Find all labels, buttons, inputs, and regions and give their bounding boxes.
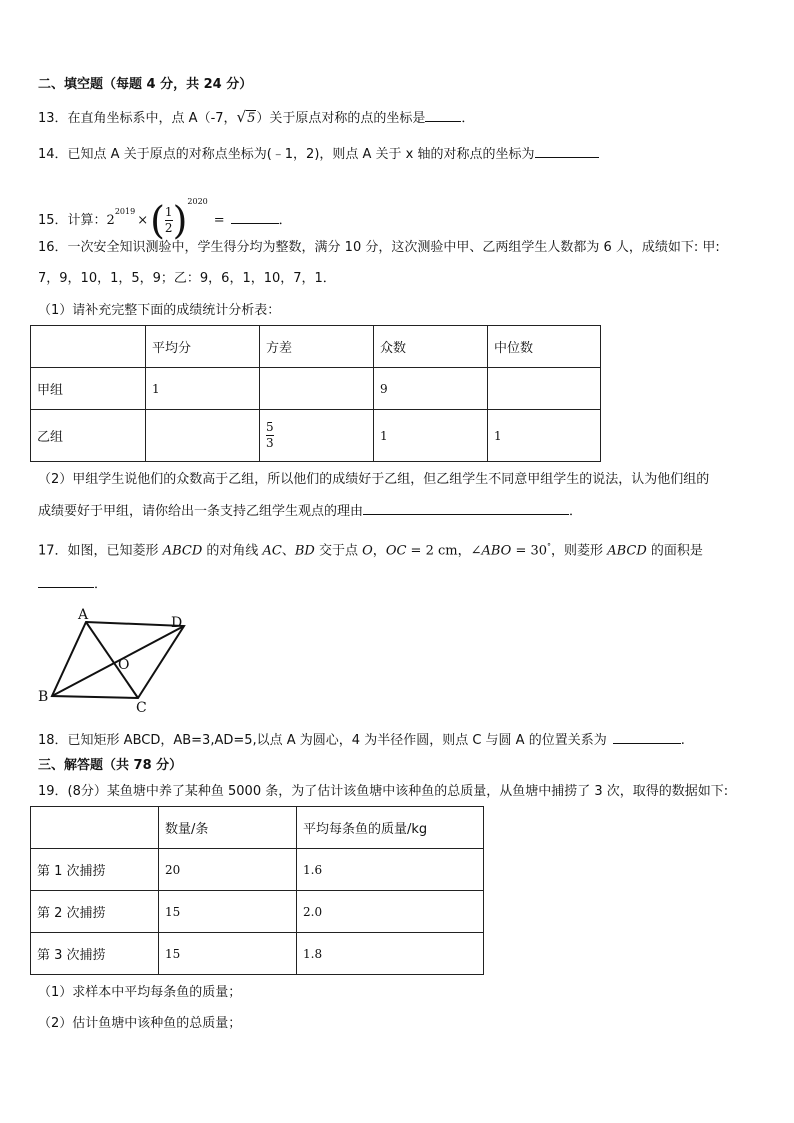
q13-suffix: ）关于原点对称的点的坐标是 [256, 111, 426, 126]
catch-count: 15 [159, 933, 297, 975]
header-count: 数量/条 [159, 807, 297, 849]
jia-mean: 1 [146, 368, 260, 410]
q15-frac-numerator: 1 [164, 205, 173, 219]
question-18 [38, 731, 685, 750]
yi-mode: 1 [374, 410, 488, 462]
catch-count: 20 [159, 849, 297, 891]
q13-radicand: 5 [247, 111, 256, 126]
q16-sub2-end: ． [569, 504, 583, 519]
variance-fraction [266, 420, 274, 451]
q18-text: 18．已知矩形 ABCD，AB=3,AD=5,以点 A 为圆心，4 为半径作圆，则点 C 与圆 A 的位置关系为 [38, 733, 607, 748]
header-cell-blank [31, 807, 159, 849]
right-paren: ) [172, 198, 188, 243]
q17-degree: ° [547, 542, 552, 551]
q16-sub2-text: 成绩要好于甲组，请你给出一条支持乙组学生观点的理由 [38, 504, 364, 519]
q17-text-7: ，则菱形 [551, 543, 608, 559]
question-13 [38, 108, 474, 128]
q14-answer-blank[interactable] [535, 145, 599, 158]
sqrt-symbol: √ [236, 108, 247, 126]
q19-sub-1: （1）求样本中平均每条鱼的质量； [38, 985, 242, 1000]
q17-text-2: 的对角线 [202, 543, 263, 559]
table-header-row [31, 326, 601, 368]
q15-equals: = [213, 213, 225, 228]
label-d: D [171, 615, 183, 631]
jia-mode: 9 [374, 368, 488, 410]
question-14 [38, 145, 599, 164]
header-variance: 方差 [260, 326, 374, 368]
question-17 [38, 538, 703, 560]
q17-answer-line [38, 575, 107, 594]
header-mean: 平均分 [146, 326, 260, 368]
q15-fraction [165, 205, 173, 236]
yi-median: 1 [488, 410, 601, 462]
q17-text-1: 17．如图，已知菱形 [38, 543, 163, 559]
question-19: 19．(8分）某鱼塘中养了某种鱼 5000 条，为了估计该鱼塘中该种鱼的总质量，从鱼塘中捕捞了 3 次，取得的数据如下: [38, 784, 729, 799]
q17-bd: BD [294, 543, 315, 559]
q18-end: . [680, 733, 685, 748]
q17-end: ． [94, 577, 108, 592]
variance-denominator: 3 [266, 436, 274, 450]
q16-sub-2-line-1: （2）甲组学生说他们的众数高于乙组，所以他们的成绩好于乙组，但乙组学生不同意甲组学生的说法，认为他们组的 [38, 472, 710, 487]
q17-text-4: 交于点 [314, 543, 363, 559]
section-title-fill-blank: 二、填空题（每题 4 分，共 24 分） [38, 77, 253, 92]
q17-o: O [362, 543, 373, 559]
row-label-yi: 乙组 [31, 410, 146, 462]
catch-mass: 1.8 [297, 933, 484, 975]
header-avg-mass: 平均每条鱼的质量/kg [297, 807, 484, 849]
catch-label: 第 3 次捕捞 [31, 933, 159, 975]
q17-oc-value: = 2 cm [406, 543, 458, 559]
table-row [31, 368, 601, 410]
q17-oc: OC [385, 543, 407, 559]
catch-label: 第 2 次捕捞 [31, 891, 159, 933]
label-a: A [78, 607, 89, 623]
catch-mass: 2.0 [297, 891, 484, 933]
jia-median[interactable] [488, 368, 601, 410]
section-title-answer: 三、解答题（共 78 分） [38, 758, 183, 773]
q16-sub-1: （1）请补充完整下面的成绩统计分析表： [38, 303, 281, 318]
q19-sub-2: （2）估计鱼塘中该种鱼的总质量； [38, 1016, 242, 1031]
q15-end: ． [278, 213, 292, 228]
header-cell-blank [31, 326, 146, 368]
yi-variance [260, 410, 374, 462]
q17-text-6: ， [457, 543, 471, 559]
q13-answer-blank[interactable] [425, 109, 461, 122]
q13-prefix: 13．在直角坐标系中，点 A（-7， [38, 111, 237, 126]
q15-times: × [137, 213, 149, 228]
score-analysis-table [30, 325, 601, 462]
q13-end: ． [461, 111, 475, 126]
catch-count: 15 [159, 891, 297, 933]
q15-frac-denominator: 2 [164, 221, 173, 235]
jia-variance[interactable] [260, 368, 374, 410]
table-row [31, 410, 601, 462]
table-header-row [31, 807, 484, 849]
q17-text-5: ， [372, 543, 386, 559]
q17-ac: AC [262, 543, 282, 559]
label-o: O [118, 657, 130, 673]
catch-mass: 1.6 [297, 849, 484, 891]
q16-line-1: 16．一次安全知识测验中，学生得分均为整数，满分 10 分，这次测验中甲、乙两组学生人数都为 6 人，成绩如下: 甲: [38, 240, 720, 255]
variance-numerator: 5 [266, 420, 274, 434]
q17-abcd: ABCD [162, 543, 203, 559]
rhombus-figure [34, 604, 194, 716]
q15-answer-blank[interactable] [231, 211, 279, 224]
q15-exponent-2: 2020 [187, 197, 208, 206]
q15-exponent-1: 2019 [114, 207, 136, 216]
q17-angle: ∠ABO [470, 543, 512, 559]
table-row [31, 933, 484, 975]
q18-answer-blank[interactable] [613, 731, 681, 744]
row-label-jia: 甲组 [31, 368, 146, 410]
q16-sub-2-line-2 [38, 502, 582, 521]
q17-angle-value: = 30 [511, 543, 548, 559]
q17-answer-blank[interactable] [38, 575, 94, 588]
table-row [31, 849, 484, 891]
diagonal-ac [86, 622, 138, 698]
label-c: C [136, 700, 147, 716]
q17-abcd-2: ABCD [607, 543, 647, 559]
header-mode: 众数 [374, 326, 488, 368]
q16-reason-blank[interactable] [363, 502, 569, 515]
question-15 [38, 180, 292, 243]
q16-line-2: 7，9，10，1，5，9；乙：9，6，1，10，7，1． [38, 271, 336, 286]
yi-mean[interactable] [146, 410, 260, 462]
q14-text: 14．已知点 A 关于原点的对称点坐标为(﹣1，2)，则点 A 关于 x 轴的对称点的坐标为 [38, 147, 535, 162]
q15-base: 2 [106, 213, 115, 228]
q17-text-3: 、 [281, 543, 295, 559]
label-b: B [38, 689, 49, 705]
table-row [31, 891, 484, 933]
header-median: 中位数 [488, 326, 601, 368]
q17-text-8: 的面积是 [646, 543, 703, 559]
catch-label: 第 1 次捕捞 [31, 849, 159, 891]
q15-prefix: 15．计算： [38, 213, 107, 228]
fish-catch-table [30, 806, 484, 975]
left-paren: ( [150, 198, 165, 243]
